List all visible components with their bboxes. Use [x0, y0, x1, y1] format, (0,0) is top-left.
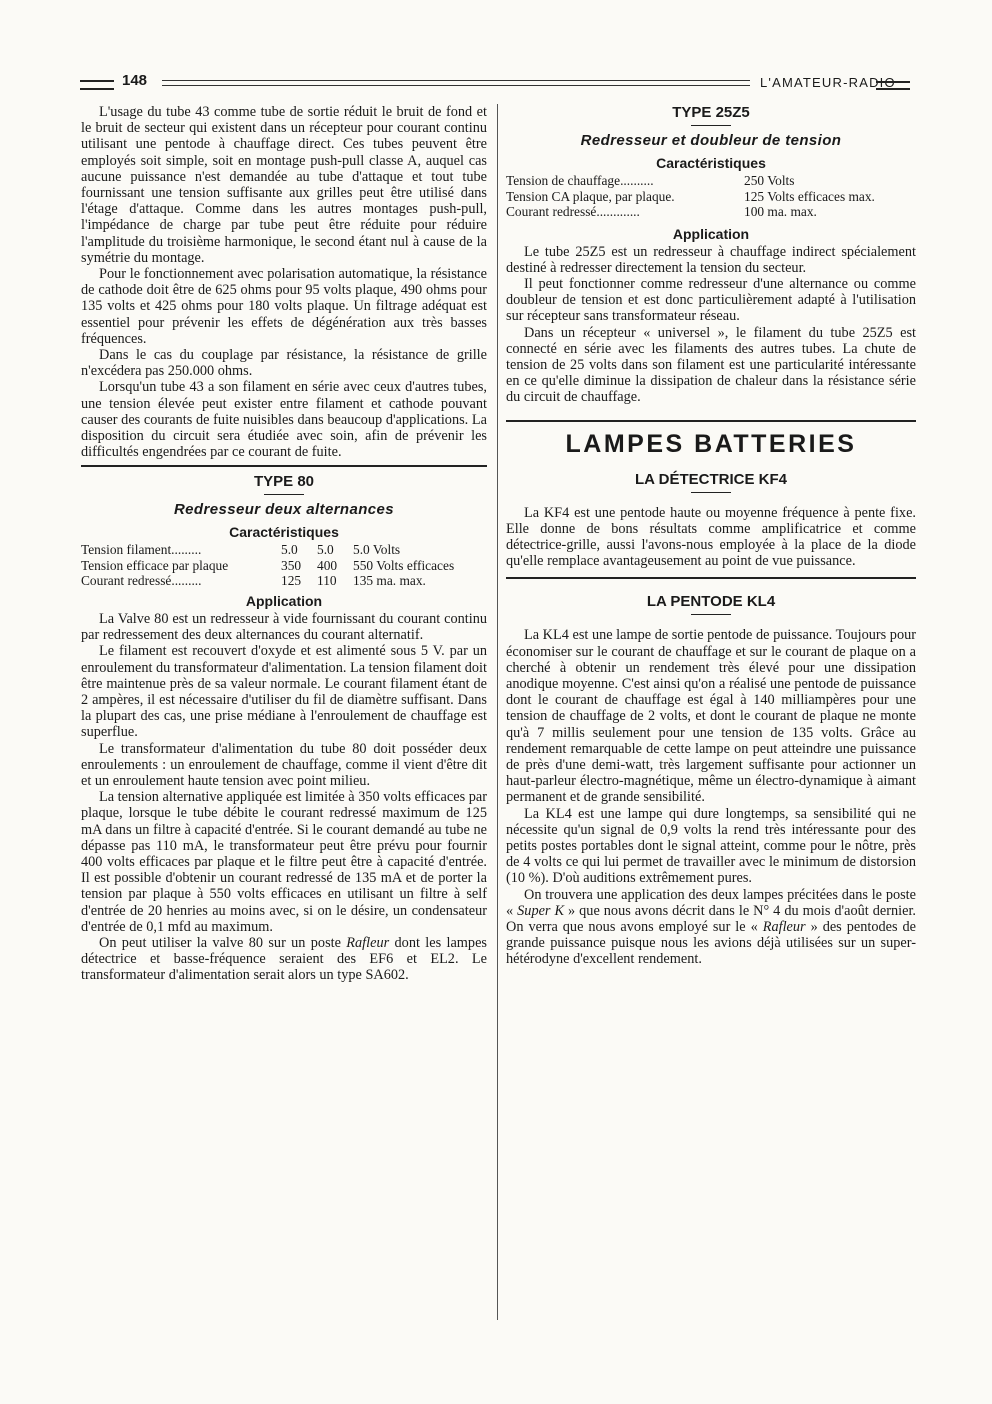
- text-run: » que nous avons décrit dans le N° 4 du mois d'août dernier. On verra que nous avons employé sur le «: [506, 902, 916, 935]
- spec-label: Courant redressé.........: [81, 573, 202, 589]
- application-heading: Application: [672, 225, 750, 242]
- paragraph: [506, 887, 916, 968]
- product-name: Super K: [517, 902, 565, 919]
- title-underline: [691, 614, 731, 615]
- section-subtitle: Redresseur deux alternances: [173, 501, 395, 519]
- section-title: LA PENTODE KL4: [646, 593, 776, 611]
- column-divider: [497, 104, 498, 1320]
- product-name: Rafleur: [346, 935, 390, 952]
- right-column: [506, 104, 916, 968]
- paragraph: La KL4 est une lampe de sortie pentode de puissance. Toujours pour économiser sur le courant de chauffage et sur le courant de plaque on a cherché à obtenir un rendement très élevé pour une dissipation anodique moyenne. C'est ainsi qu'on a réalisé une pentode de puissance dont le courant de chauffage est égal à 140 milliampères pour une tension de chauffage de 2 volts, et dont le courant de plaque ne monte qu'à 7 millis seulement pour une tension de 135 volts. Grâce au rendement remarquable de cette lampe on peut atteindre une puissance de près d'une demi-watt, très largement suffisante pour actionner un haut-parleur électro-magnétique, même un électro-dynamique à aimant permanent et de grande sensibilité.: [506, 627, 916, 806]
- spec-value: 110: [317, 573, 337, 589]
- spec-value: 250 Volts: [744, 173, 795, 188]
- paragraph: Le transformateur d'alimentation du tube 80 doit posséder deux enroulements : un enroulement de chauffage, comme il vient d'être dit et un enroulement haute tension avec point milieu.: [81, 740, 487, 789]
- lampes-batteries-title: LAMPES BATTERIES: [565, 429, 857, 458]
- paragraph: La KL4 est une lampe qui dure longtemps, sa sensibilité qui ne nécessite qu'un signal de 0,9 volts la rend très intéressante pour des petits postes portables dont le signal atteint, comme pour le nôtre, près de 4 volts ce qui lui permet de travailler avec le minimum de distorsion (10 %). D'où auditions extrêmement pures.: [506, 805, 916, 887]
- spec-value: 550 Volts efficaces: [353, 557, 455, 573]
- type-25z5-section: [506, 104, 916, 406]
- kl4-section: [506, 593, 916, 967]
- spec-value: 350: [281, 557, 302, 573]
- section-title: TYPE 80: [253, 473, 315, 491]
- paragraph: [81, 935, 487, 984]
- characteristics-heading: Caractéristiques: [656, 155, 766, 171]
- paragraph: Le filament est recouvert d'oxyde et est alimenté sous 5 V. par un enroulement du transformateur d'alimentation. La tension filament doit être maintenue près de sa valeur normale. Le courant filament étant de 2 ampères, il est nécessaire d'utiliser du fil de diamètre suffisant. Dans la plupart des cas, une prise médiane à l'enroulement de chauffage est superflue.: [81, 643, 487, 741]
- product-name: Rafleur: [762, 919, 806, 935]
- paragraph: Lorsqu'un tube 43 a son filament en série avec ceux d'autres tubes, une tension élevée peut exister entre filament et cathode pouvant causer des courants de fuite nuisibles dans beaucoup d'applications. La disposition du circuit sera étudiée avec soin, afin de prévenir les difficultés engendrées par ce courant de fuite.: [81, 379, 487, 461]
- header-rule: [162, 80, 750, 86]
- table-row: [81, 542, 487, 558]
- paragraph: Dans un récepteur « universel », le filament du tube 25Z5 est connecté en série avec les filaments des autres tubes. La chute de tension de 25 volts dans son filament est une particularité intéressante en ce qu'elle diminue la dissipation de chaleur dans la résistance série du circuit de chauffage.: [506, 324, 916, 406]
- spec-label: Tension efficace par plaque: [81, 557, 229, 573]
- spec-label: Tension CA plaque, par plaque.: [506, 188, 675, 204]
- text-run: On trouvera une application des deux lampes précitées dans le poste «: [506, 886, 916, 919]
- kf4-section: [506, 471, 916, 570]
- table-row: [81, 558, 487, 574]
- spec-label: Tension de chauffage..........: [506, 173, 654, 188]
- paragraph: Dans le cas du couplage par résistance, la résistance de grille n'excédera pas 250.000 ohms.: [81, 347, 487, 380]
- spec-value: 400: [317, 557, 338, 573]
- header-ornament-right: [876, 81, 910, 90]
- paragraph: La tension alternative appliquée est limitée à 350 volts efficaces par plaque, lorsque le tube débite le courant redressé maximum de 125 mA dans un filtre à capacité d'entrée. Si le courant demandé au tube ne dépasse pas 110 mA, le transformateur peut être prévu pour fournir 400 volts efficaces par plaque et le filtre peut être à capacité d'entrée. Il est possible d'obtenir un courant redressé de 135 mA et de porter la tension par plaque à 550 volts efficaces en utilisant un filtre à self d'entrée de 20 henries au moins avec, si on le désire, un condensateur d'entrée de 0,1 mfd au maximum.: [81, 789, 487, 935]
- spec-value: 5.0: [281, 542, 298, 558]
- text-run: On peut utiliser la valve 80 sur un poste: [99, 935, 347, 952]
- page-header: [80, 72, 910, 94]
- header-ornament-left: [80, 80, 114, 90]
- characteristics-table: [506, 173, 916, 220]
- spec-value: 125 Volts efficaces max.: [744, 188, 875, 204]
- left-column: [81, 104, 487, 984]
- paragraph: L'usage du tube 43 comme tube de sortie réduit le bruit de fond et le bruit de secteur qui existent dans un récepteur pour courant continu utilisant une pentode à chauffage direct. Ces tubes peuvent être employés soit simple, soit en montage push-pull classe A, auquel cas aucune puissance n'est demandée au tube d'attaque et tout tube fournissant une tension suffisante aux grilles peut être utilisé dans l'étage d'attaque. Comme dans les autres montages push-pull, l'impédance de charge par tube peut être réduite pour réduire l'amplitude du troisième harmonique, le second étant nul à cause de la symétrie du montage.: [81, 104, 487, 266]
- text-run: dont les lampes détectrice et basse-fréquence seraient des EF6 et EL2. Le transformateur d'alimentation serait alors un type SA602.: [81, 935, 487, 984]
- characteristics-heading: Caractéristiques: [229, 524, 339, 541]
- spec-value: 100 ma. max.: [744, 204, 817, 219]
- characteristics-table: [81, 542, 487, 589]
- paragraph: La Valve 80 est un redresseur à vide fournissant du courant continu par redressement des deux alternances du courant alternatif.: [81, 610, 487, 644]
- section-subtitle: Redresseur et doubleur de tension: [580, 132, 842, 149]
- spec-value: 5.0 Volts: [353, 542, 401, 558]
- application-heading: Application: [245, 592, 323, 609]
- section-rule: [81, 465, 487, 467]
- title-underline: [691, 125, 731, 126]
- title-underline: [264, 494, 304, 495]
- table-row: [506, 204, 916, 220]
- type-80-section: [81, 473, 487, 983]
- spec-label: Tension filament.........: [81, 542, 202, 558]
- section-rule: [506, 420, 916, 422]
- spec-value: 5.0: [317, 542, 334, 558]
- table-row: [81, 573, 487, 589]
- spec-value: 125: [281, 573, 302, 589]
- page-number: 148: [122, 72, 148, 89]
- table-row: [506, 173, 916, 189]
- spec-value: 135 ma. max.: [353, 573, 426, 589]
- journal-title: L'AMATEUR-RADIO: [760, 75, 896, 90]
- paragraph: Pour le fonctionnement avec polarisation automatique, la résistance de cathode doit être de 625 ohms pour 95 volts plaque, 490 ohms pour 135 volts et 425 ohms pour 180 volts plaque. Un filtrage adéquat est essentiel pour prévenir les effets de dégénération aux très basses fréquences.: [81, 266, 487, 347]
- paragraph: Il peut fonctionner comme redresseur d'une alternance ou comme doubleur de tension et est donc particulièrement adapté à l'utilisation sur récepteur sans transformateur réseau.: [506, 275, 916, 325]
- section-title: LA DÉTECTRICE KF4: [635, 470, 787, 488]
- section-rule: [506, 577, 916, 579]
- spec-label: Courant redressé.............: [506, 204, 640, 219]
- title-underline: [691, 492, 731, 493]
- text-run: » des pentodes de grande puissance puisque nous les avions déjà utilisées sur un super-hétérodyne d'excellent rendement.: [506, 919, 916, 968]
- paragraph: La KF4 est une pentode haute ou moyenne fréquence à pente fixe. Elle donne de bons résultats comme amplificatrice et comme détectrice-grille, aussi l'avons-nous employée à la place de la diode qu'elle remplace avantageusement au point de vue puissance.: [506, 504, 916, 570]
- paragraph: Le tube 25Z5 est un redresseur à chauffage indirect spécialement destiné à redresser directement la tension du secteur.: [506, 243, 916, 276]
- table-row: [506, 189, 916, 205]
- section-title: TYPE 25Z5: [672, 104, 750, 121]
